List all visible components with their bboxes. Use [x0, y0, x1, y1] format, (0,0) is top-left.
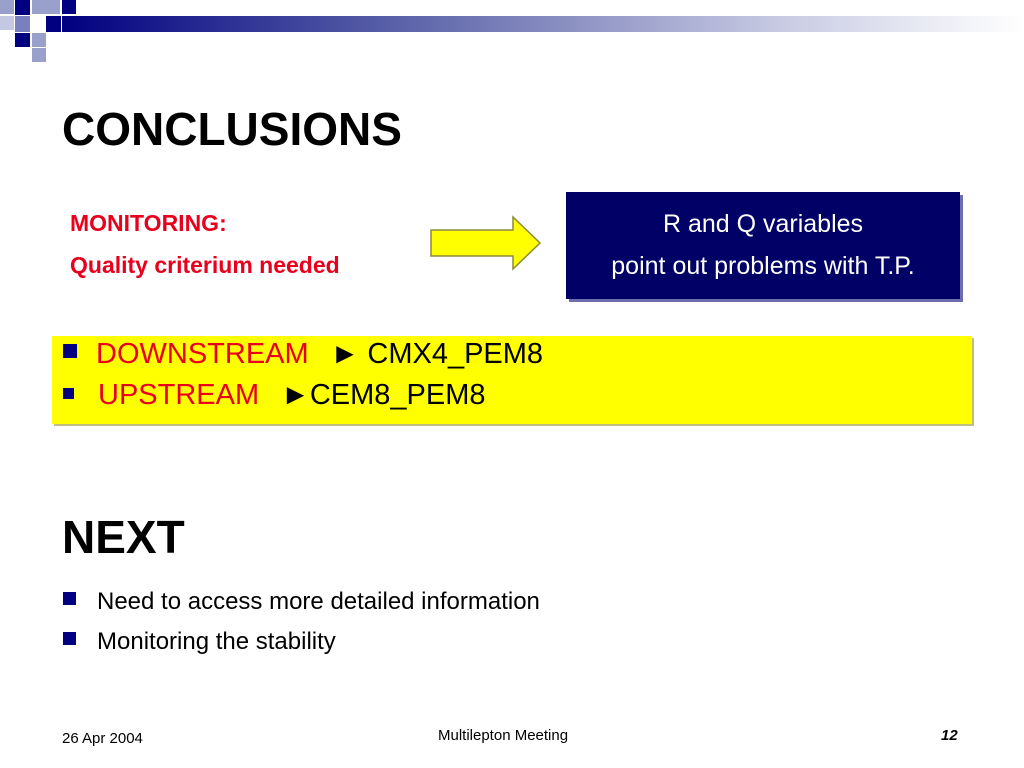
highlight-label: UPSTREAM — [98, 379, 260, 411]
header-gradient-bar — [62, 16, 1024, 32]
deco-square — [15, 16, 30, 32]
next-item — [63, 628, 336, 656]
footer-date: 26 Apr 2004 — [62, 730, 143, 747]
deco-square — [0, 16, 14, 30]
square-bullet-icon — [63, 592, 76, 605]
deco-square — [32, 33, 46, 47]
deco-square — [62, 0, 76, 14]
next-item-text: Need to access more detailed information — [97, 588, 540, 615]
deco-square — [32, 0, 60, 14]
square-bullet-icon — [63, 632, 76, 645]
square-bullet-icon — [63, 388, 74, 399]
triangle-arrow-icon: ► — [281, 379, 310, 411]
next-item-text: Monitoring the stability — [97, 628, 336, 655]
monitoring-label: MONITORING: — [70, 210, 227, 236]
next-title: NEXT — [62, 511, 185, 563]
deco-square — [15, 33, 30, 47]
deco-square — [32, 48, 46, 62]
header-decoration — [0, 0, 1024, 70]
monitoring-criterion: Quality criterium needed — [70, 252, 340, 278]
highlight-row-downstream — [63, 338, 543, 371]
callout-box — [566, 192, 960, 299]
deco-square — [46, 16, 61, 32]
page-number: 12 — [941, 727, 958, 744]
right-arrow-icon — [428, 214, 544, 272]
square-bullet-icon — [63, 344, 77, 358]
highlight-value: CEM8_PEM8 — [309, 379, 486, 411]
deco-square — [0, 0, 14, 14]
footer-title: Multilepton Meeting — [438, 727, 569, 744]
triangle-arrow-icon: ► — [330, 338, 360, 370]
highlight-row-upstream — [63, 379, 486, 412]
highlight-value: CMX4_PEM8 — [367, 338, 544, 370]
callout-line-2: point out problems with T.P. — [611, 252, 915, 280]
next-item — [63, 588, 540, 616]
page-title: CONCLUSIONS — [62, 103, 402, 155]
deco-square — [15, 0, 30, 15]
callout-line-1: R and Q variables — [662, 210, 864, 238]
highlight-label: DOWNSTREAM — [96, 338, 309, 370]
